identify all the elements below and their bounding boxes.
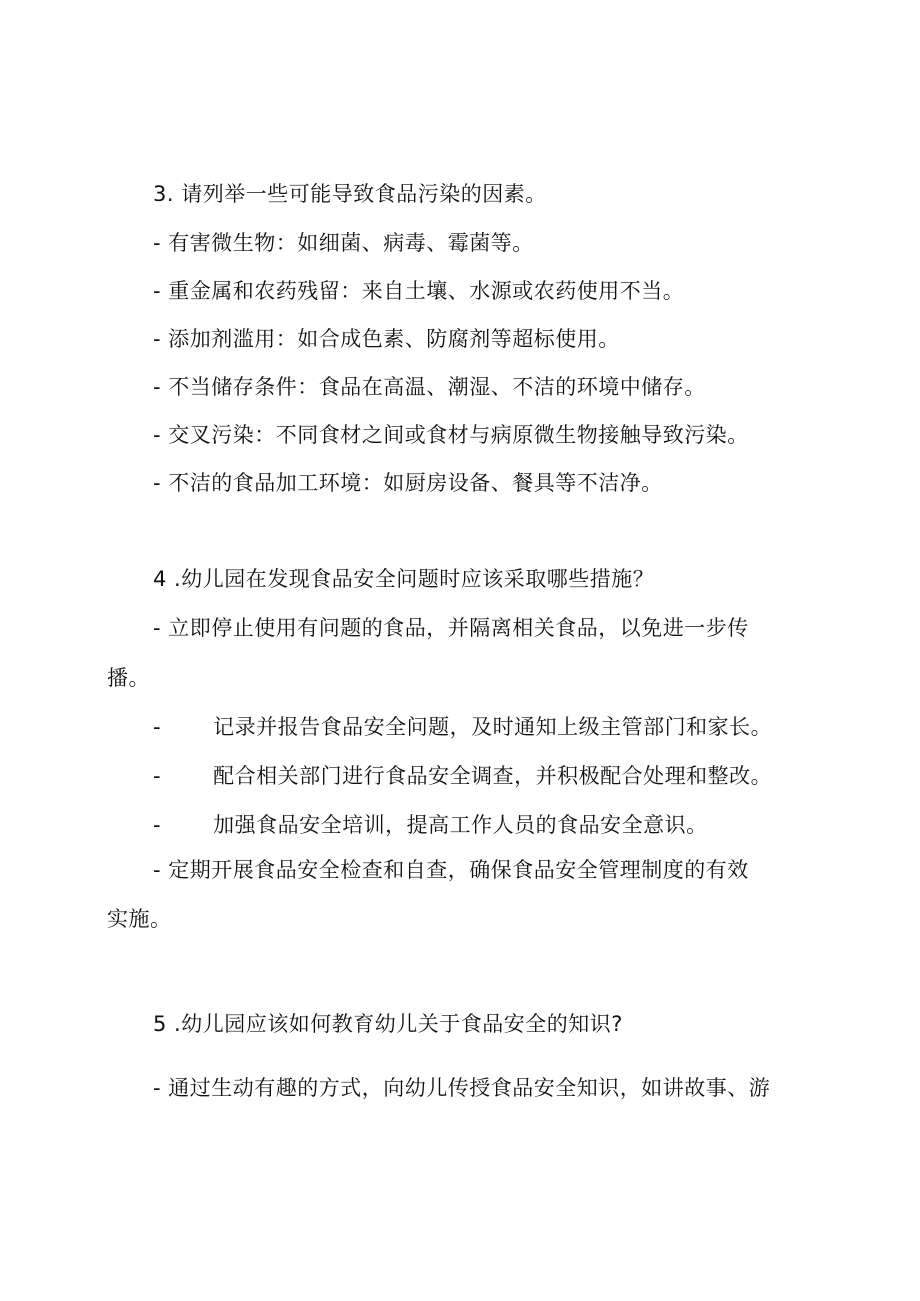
- section-3-item-3: - 添加剂滥用：如合成色素、防腐剂等超标使用。: [153, 327, 620, 351]
- section-4-item-2: [153, 713, 772, 741]
- section-3-item-2: - 重金属和农药残留：来自土壤、水源或农药使用不当。: [153, 279, 685, 303]
- section-3-heading: 3. 请列举一些可能导致食品污染的因素。: [153, 182, 547, 206]
- section-4-heading: 4 .幼儿园在发现食品安全问题时应该采取哪些措施？: [153, 567, 655, 591]
- section-4-item-2-dash: -: [153, 715, 162, 739]
- section-4-item-4-text: 加强食品安全培训，提高工作人员的食品安全意识。: [213, 813, 708, 837]
- section-4-item-3-text: 配合相关部门进行食品安全调查，并积极配合处理和整改。: [213, 764, 773, 788]
- section-3-item-5: - 交叉污染：不同食材之间或食材与病原微生物接触导致污染。: [153, 423, 749, 447]
- section-4-item-1: - 立即停止使用有问题的食品，并隔离相关食品，以免进一步传: [153, 616, 749, 640]
- section-3-item-6: - 不洁的食品加工环境：如厨房设备、餐具等不洁净。: [153, 471, 663, 495]
- section-4-item-4-dash: -: [153, 813, 162, 837]
- section-3-item-1: - 有害微生物：如细菌、病毒、霉菌等。: [153, 231, 534, 255]
- section-4-item-4: [153, 811, 708, 839]
- section-4-item-3-dash: -: [153, 764, 162, 788]
- section-4-item-5-continuation: 实施。: [107, 907, 172, 931]
- section-4-item-5: - 定期开展食品安全检查和自查，确保食品安全管理制度的有效: [153, 858, 749, 882]
- section-4-item-2-text: 记录并报告食品安全问题，及时通知上级主管部门和家长。: [213, 715, 773, 739]
- section-5-item-1: - 通过生动有趣的方式，向幼儿传授食品安全知识，如讲故事、游: [153, 1076, 771, 1100]
- section-4-item-1-continuation: 播。: [107, 666, 150, 690]
- section-3-item-4: - 不当储存条件：食品在高温、潮湿、不洁的环境中储存。: [153, 375, 706, 399]
- section-4-item-3: [153, 762, 772, 790]
- section-5-heading: 5 .幼儿园应该如何教育幼儿关于食品安全的知识?: [153, 1012, 623, 1036]
